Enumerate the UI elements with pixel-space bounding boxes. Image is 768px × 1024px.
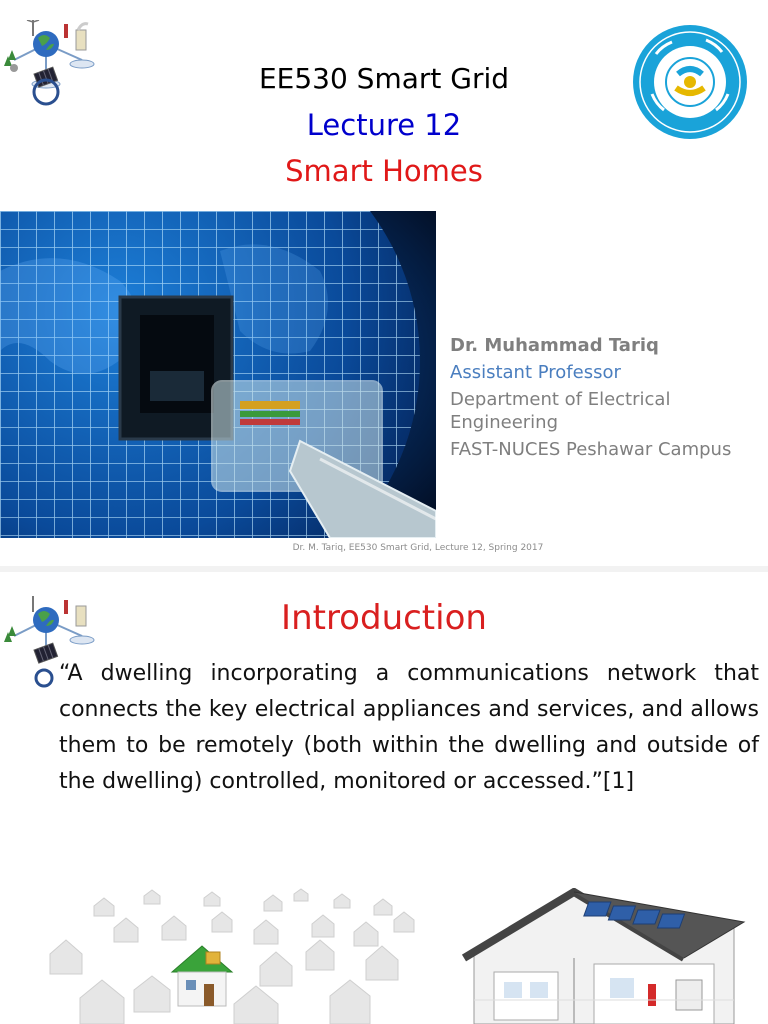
author-campus: FAST-NUCES Peshawar Campus — [450, 439, 732, 460]
author-name: Dr. Muhammad Tariq — [450, 335, 659, 356]
author-block — [450, 334, 750, 461]
course-title: EE530 Smart Grid — [258, 62, 510, 95]
university-seal-icon — [632, 24, 748, 140]
lecture-topic: Smart Homes — [285, 154, 483, 188]
slide-title: Introduction — [281, 598, 487, 638]
bullet-icon — [34, 668, 54, 688]
author-department: Department of Electrical Engineering — [450, 389, 671, 433]
author-role: Assistant Professor — [450, 362, 621, 383]
lecture-number: Lecture 12 — [306, 108, 462, 142]
introduction-slide — [0, 572, 768, 1024]
slide-footer: Dr. M. Tariq, EE530 Smart Grid, Lecture 12, Spring 2017 — [292, 543, 544, 553]
smart-house-cutaway-image — [434, 888, 768, 1024]
houses-image — [44, 880, 424, 1024]
definition-quote: “A dwelling incorporating a communications network that connects the key electrical appliances and services, and allows them to be remotely (both within the dwelling and outside of the dwelling) controlled, monitored or accessed.”[1] — [59, 661, 759, 794]
globe-network-cable-image — [0, 211, 436, 538]
